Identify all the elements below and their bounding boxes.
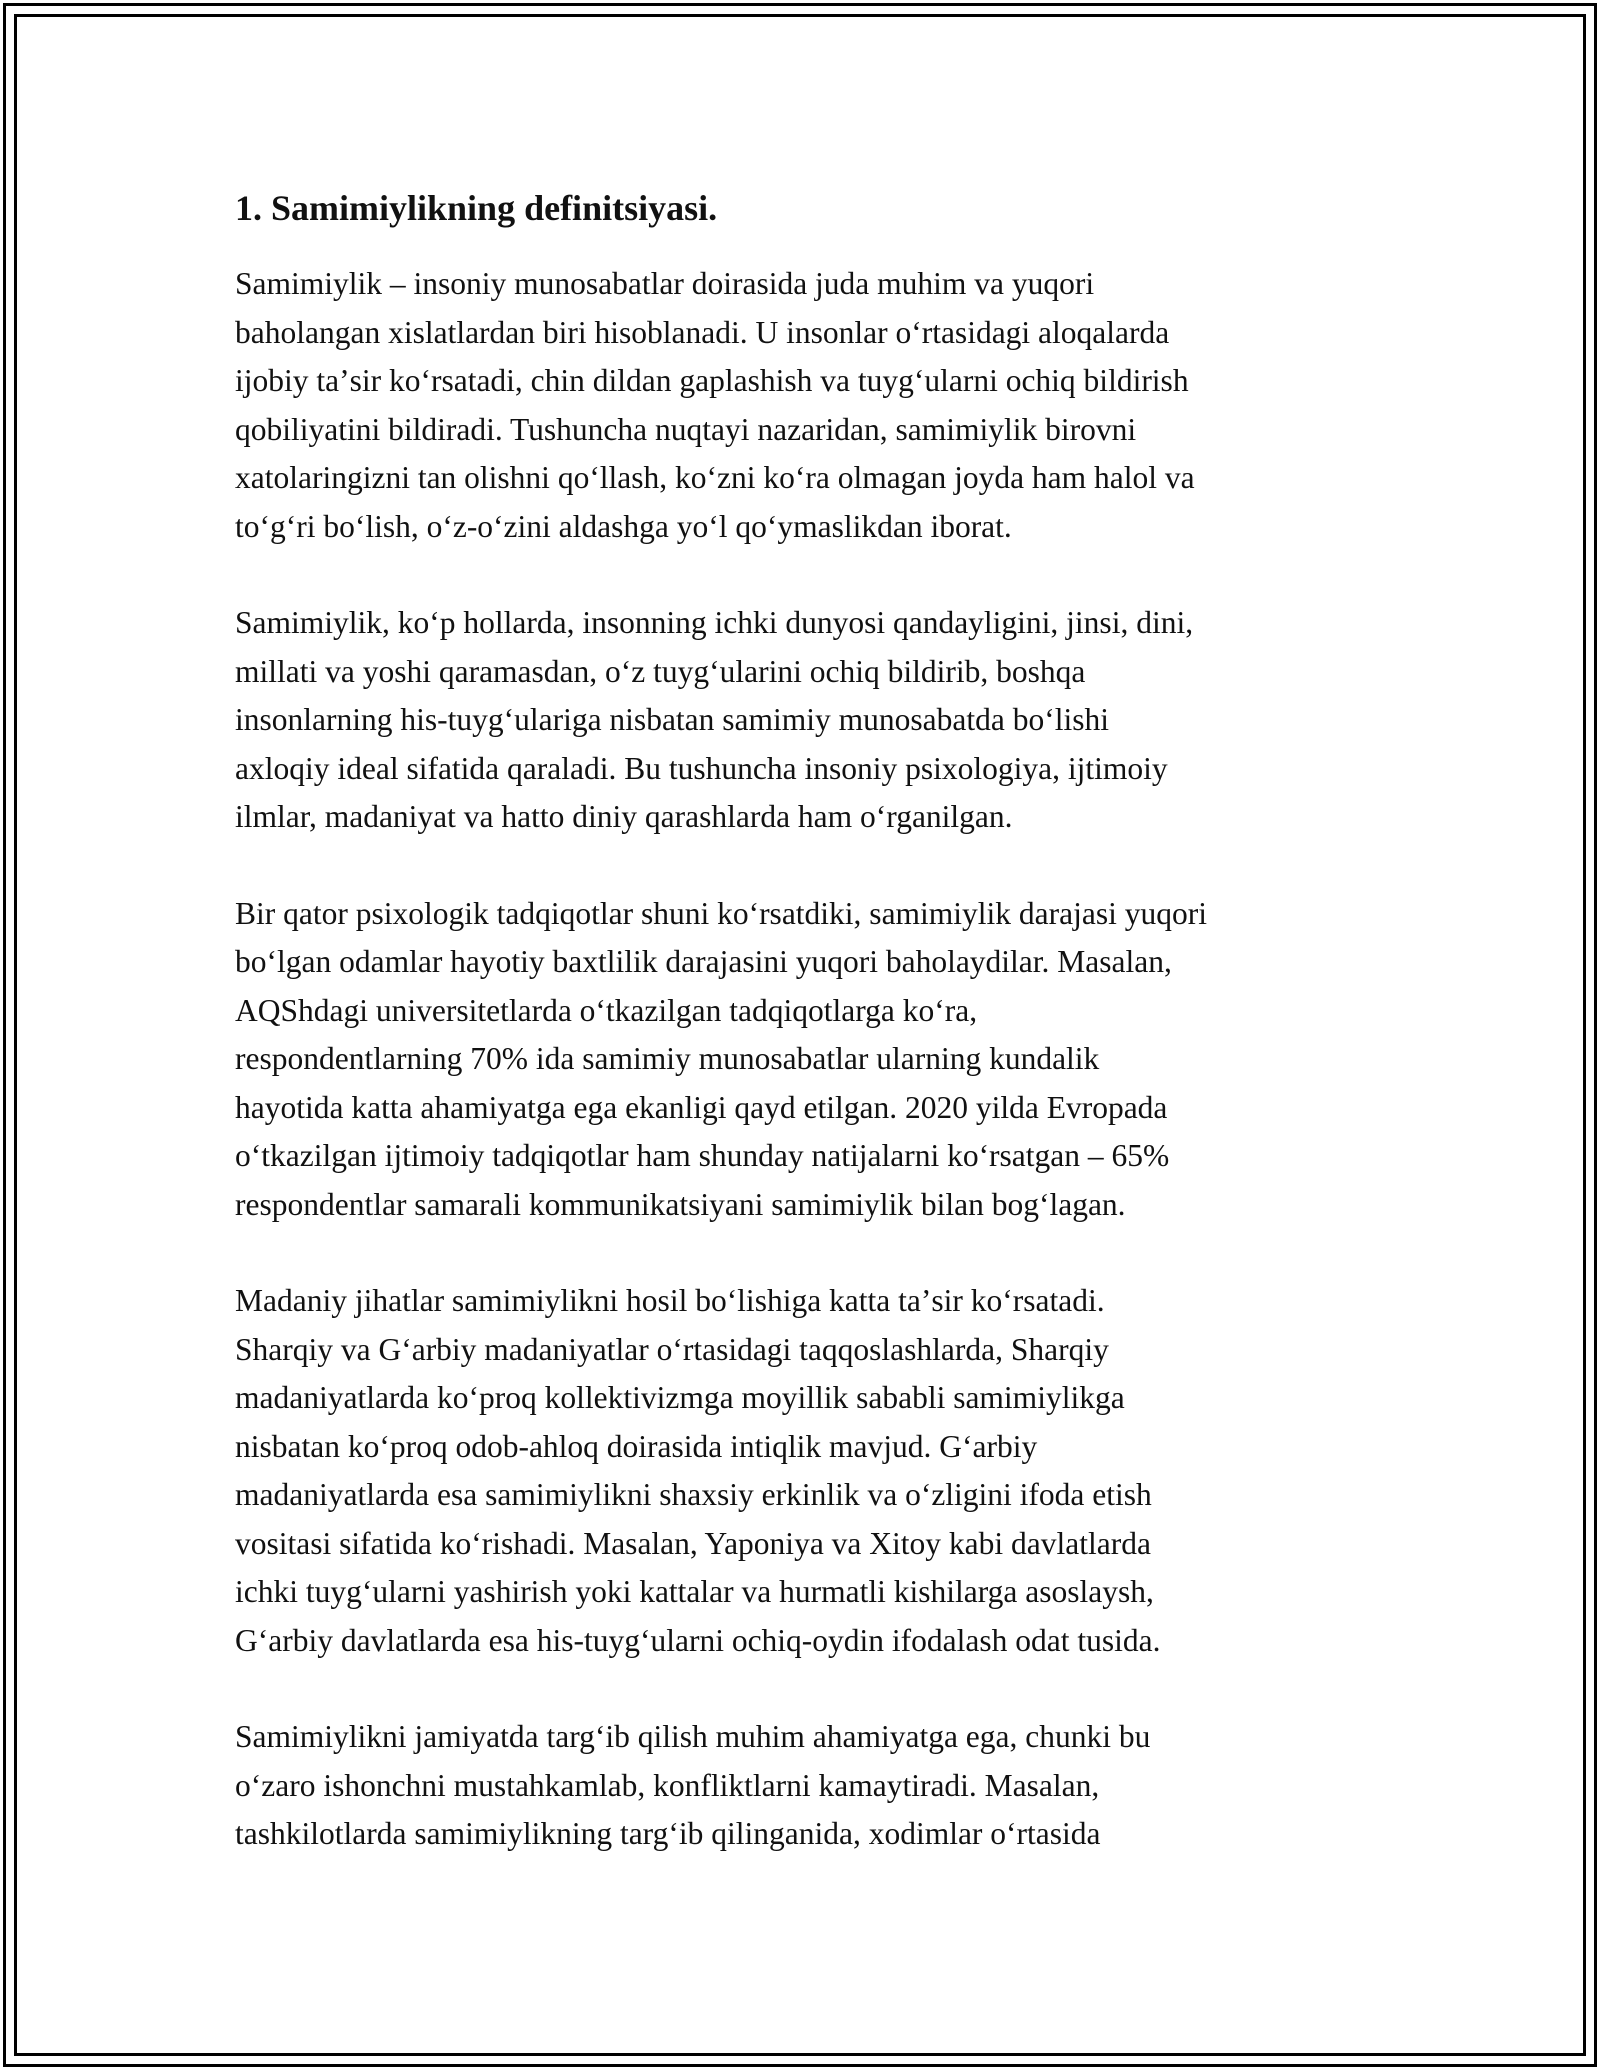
text-line: Madaniy jihatlar samimiylikni hosil boʻlishiga katta taʼsir koʻrsatadi.: [235, 1283, 1105, 1318]
text-line: ilmlar, madaniyat va hatto diniy qarashlarda ham oʻrganilgan.: [235, 799, 1013, 834]
text-line: baholangan xislatlardan biri hisoblanadi. U insonlar oʻrtasidagi aloqalarda: [235, 314, 1170, 350]
text-line: madaniyatlarda koʻproq kollektivizmga moyillik sababli samimiylikga: [235, 1380, 1125, 1415]
section-heading: 1. Samimiylikning definitsiyasi.: [235, 188, 718, 228]
text-line: insonlarning his-tuygʻulariga nisbatan samimiy munosabatda boʻlishi: [235, 702, 1109, 737]
text-line: respondentlar samarali kommunikatsiyani samimiylik bilan bogʻlagan.: [235, 1186, 1126, 1222]
text-line: tashkilotlarda samimiylikning targʻib qilinganida, xodimlar oʻrtasida: [235, 1816, 1101, 1851]
paragraph-2: [235, 599, 1375, 842]
paragraph-5: [235, 1713, 1375, 1859]
text-line: millati va yoshi qaramasdan, oʻz tuygʻularini ochiq bildirib, boshqa: [235, 653, 1086, 689]
text-line: AQShdagi universitetlarda oʻtkazilgan tadqiqotlarga koʻra,: [235, 992, 978, 1028]
text-line: Samimiylik, koʻp hollarda, insonning ichki dunyosi qandayligini, jinsi, dini,: [235, 605, 1194, 640]
text-line: Samimiylik – insoniy munosabatlar doirasida juda muhim va yuqori: [235, 266, 1095, 301]
paragraph-1: [235, 260, 1375, 551]
text-line: madaniyatlarda esa samimiylikni shaxsiy erkinlik va oʻzligini ifoda etish: [235, 1477, 1152, 1512]
text-line: axloqiy ideal sifatida qaraladi. Bu tushuncha insoniy psixologiya, ijtimoiy: [235, 750, 1168, 786]
paragraph-4: [235, 1277, 1375, 1665]
text-line: xatolaringizni tan olishni qoʻllash, koʻzni koʻra olmagan joyda ham halol va: [235, 460, 1195, 495]
text-line: Bir qator psixologik tadqiqotlar shuni koʻrsatdiki, samimiylik darajasi yuqori: [235, 895, 1207, 931]
text-line: hayotida katta ahamiyatga ega ekanligi qayd etilgan. 2020 yilda Evropada: [235, 1089, 1168, 1125]
text-line: Sharqiy va Gʻarbiy madaniyatlar oʻrtasidagi taqqoslashlarda, Sharqiy: [235, 1331, 1109, 1367]
text-line: boʻlgan odamlar hayotiy baxtlilik darajasini yuqori baholaydilar. Masalan,: [235, 944, 1172, 979]
text-line: ichki tuygʻularni yashirish yoki kattalar va hurmatli kishilarga asoslaysh,: [235, 1574, 1154, 1609]
document-body: [235, 184, 1375, 1907]
text-line: oʻzaro ishonchni mustahkamlab, konfliktlarni kamaytiradi. Masalan,: [235, 1767, 1100, 1803]
text-line: vositasi sifatida koʻrishadi. Masalan, Yaponiya va Xitoy kabi davlatlarda: [235, 1525, 1151, 1561]
text-line: ijobiy taʼsir koʻrsatadi, chin dildan gaplashish va tuygʻularni ochiq bildirish: [235, 363, 1189, 398]
text-line: oʻtkazilgan ijtimoiy tadqiqotlar ham shunday natijalarni koʻrsatgan – 65%: [235, 1138, 1170, 1173]
text-line: toʻgʻri boʻlish, oʻz-oʻzini aldashga yoʻl qoʻymaslikdan iborat.: [235, 508, 1012, 544]
text-line: Gʻarbiy davlatlarda esa his-tuygʻularni ochiq-oydin ifodalash odat tusida.: [235, 1622, 1161, 1658]
text-line: Samimiylikni jamiyatda targʻib qilish muhim ahamiyatga ega, chunki bu: [235, 1719, 1151, 1754]
text-line: nisbatan koʻproq odob-ahloq doirasida intiqlik mavjud. Gʻarbiy: [235, 1428, 1038, 1464]
text-line: qobiliyatini bildiradi. Tushuncha nuqtayi nazaridan, samimiylik birovni: [235, 411, 1137, 447]
paragraph-3: [235, 890, 1375, 1230]
text-line: respondentlarning 70% ida samimiy munosabatlar ularning kundalik: [235, 1041, 1100, 1076]
